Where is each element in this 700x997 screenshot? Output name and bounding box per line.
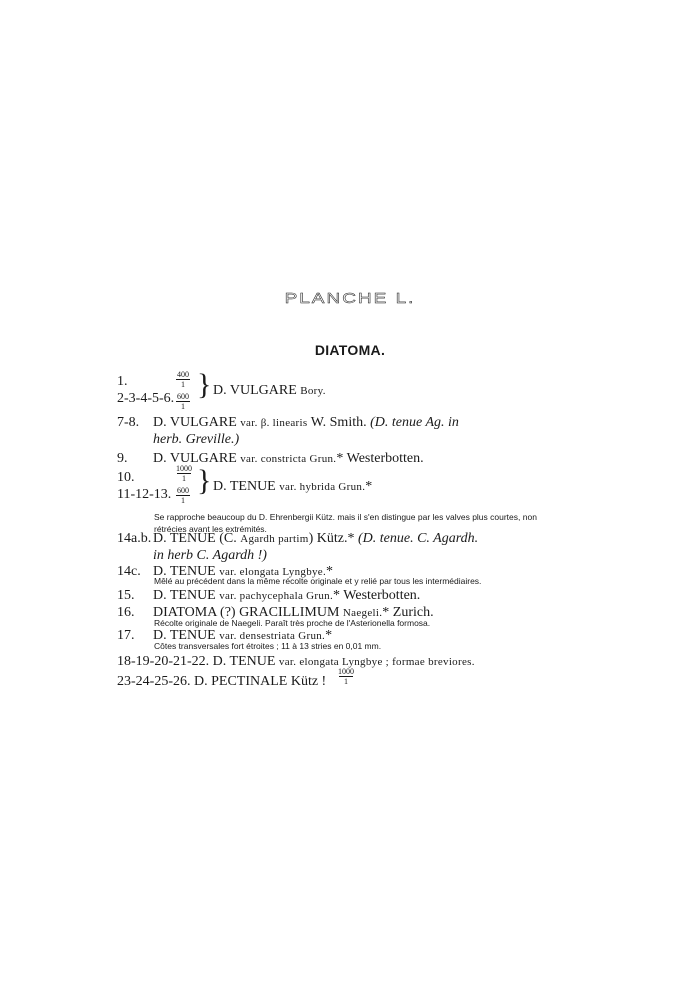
entry-15: 15. D. TENUE var. pachycephala Grun.* Westerbotten.: [117, 588, 421, 603]
magnification: 1000 1: [338, 667, 354, 686]
entry-number: 2-3-4-5-6.: [117, 391, 175, 406]
species-name: D. TENUE: [212, 654, 279, 669]
note-text: rétrécies avant les extrémités.: [154, 524, 267, 534]
entry-number: 1.: [117, 374, 128, 389]
species-name: D. TENUE: [153, 588, 220, 603]
magnification: 600 1: [177, 392, 189, 411]
entry-number: 7-8.: [117, 415, 140, 430]
entry-number: 18-19-20-21-22.: [117, 654, 210, 669]
magnification: 600 1: [177, 486, 189, 505]
entry-number: 14a.b.: [117, 531, 152, 546]
species-name: D. PECTINALE: [194, 674, 291, 689]
entry-number: 23-24-25-26.: [117, 674, 191, 689]
entry-number: 15.: [117, 588, 135, 603]
genus-heading: DIATOMA.: [314, 342, 386, 358]
note-text: Côtes transversales fort étroites ; 11 à 13 stries en 0,01 mm.: [154, 641, 382, 651]
brace: }: [197, 368, 212, 401]
entry-18-22: 18-19-20-21-22. D. TENUE var. elongata Lyngbye ; formae breviores.: [117, 654, 475, 669]
entry-9: 9. D. VULGARE var. constricta Grun.* Westerbotten.: [117, 451, 424, 466]
species-name: D. VULGARE Bory.: [213, 383, 326, 398]
note-text: Récolte originale de Naegeli. Paraît très proche de l'Asterionella formosa.: [154, 618, 431, 628]
note-text: Se rapproche beaucoup du D. Ehrenbergii Kütz. mais il s'en distingue par les valves plus courtes, non: [154, 512, 537, 522]
magnification: 1000 1: [176, 464, 192, 483]
species-name: D. TENUE: [153, 531, 220, 546]
note-text: Mêlé au précédent dans la même récolte originale et y relié par tous les intermédiaires.: [154, 576, 482, 586]
species-name: DIATOMA (?) GRACILLIMUM: [153, 605, 343, 620]
entry-number: 11-12-13.: [117, 487, 172, 502]
entry-number: 14c.: [117, 564, 141, 579]
brace: }: [197, 464, 212, 497]
species-name: D. VULGARE: [153, 415, 241, 430]
plate-page: PLANCHE L. DIATOMA. 1. 2-3-4-5-6. 400 1 600 1 } D. VULGARE Bory. 7-8. D. VULGARE var. β. linearis W. Smith. (D. tenue Ag. in herb. Greville.) 9. D. VULGARE var. constricta Grun.* Westerbotten. 10. 11-12-13. 1000 1 600 1 } D. TENUE var. hybrida Grun.* Se rapproche beaucoup du D. Ehrenbergii Kütz. mais il s'en distingue par les valves plus courtes, non rétrécies avant les extrémités. 14a.b. D. TENUE (C. Agardh partim) Kütz.* (D. tenue. C. Agardh. in herb C. Agardh !) 14c. D. TENUE var. elongata Lyngbye.* Mêlé au précédent dans la même récolte originale et y relié par tous les intermédiaires. 15. D. TENUE var. pachycephala Grun.* Westerbotten. 16. DIATOMA (?) GRACILLIMUM Naegeli.* Zurich. Récolte originale de Naegeli. Paraît très proche de l'Asterionella formosa. 17. D. TENUE var. densestriata Grun.* Côtes transversales fort étroites ; 11 à 13 stries en 0,01 mm. 18-19-20-21-22. D. TENUE var. elongata Lyngbye ; formae breviores. 23-24-25-26. D. PECTINALE Kütz ! 1000 1: [0, 0, 700, 997]
entry-number: 10.: [117, 470, 135, 485]
species-name: D. TENUE var. hybrida Grun.*: [213, 479, 373, 494]
plate-title: PLANCHE L.: [284, 290, 416, 307]
entry-number: 17.: [117, 628, 135, 643]
entry-number: 9.: [117, 451, 128, 466]
species-name: D. VULGARE: [153, 451, 241, 466]
entry-number: 16.: [117, 605, 135, 620]
magnification: 400 1: [177, 370, 189, 389]
species-name: D. TENUE: [153, 564, 220, 579]
species-name: D. TENUE: [153, 628, 220, 643]
